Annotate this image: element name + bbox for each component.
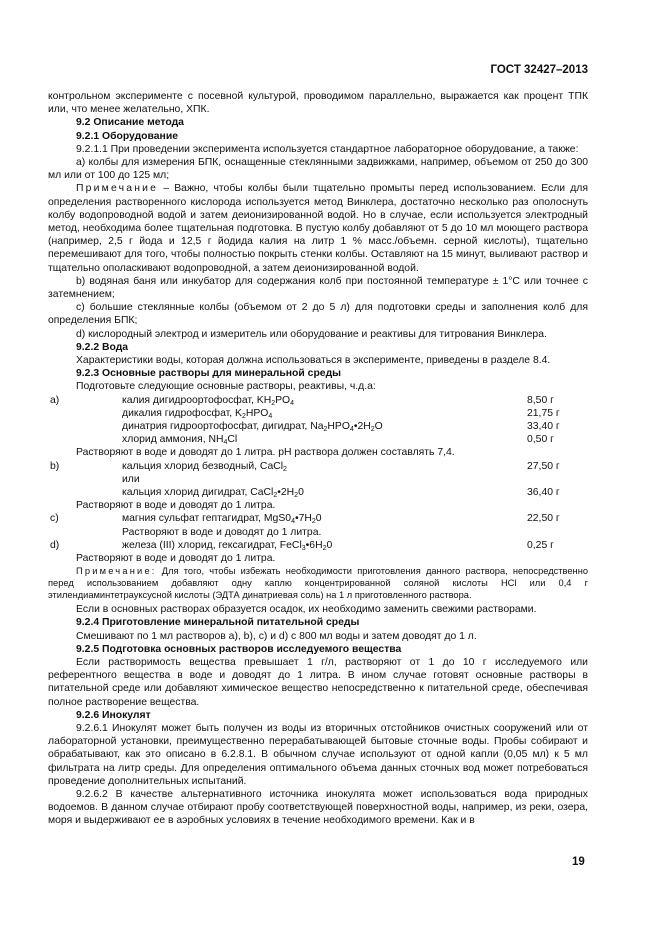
solution-note-a: Растворяют в воде и доводят до 1 литра. pH раствора должен составлять 7,4. (76, 447, 455, 459)
solution-amount: 36,40 г (527, 486, 560, 498)
heading-9-2-1: 9.2.1 Оборудование (76, 130, 178, 142)
solution-amount: 27,50 г (527, 460, 560, 472)
solution-note-b: Растворяют в воде и доводят до 1 литра. (76, 500, 276, 512)
solution-label-d: d) (50, 539, 60, 551)
paragraph-precipitate: Если в основных растворах образуется осадок, их необходимо заменить свежими растворами. (76, 604, 537, 616)
heading-9-2-3: 9.2.3 Основные растворы для минеральной среды (76, 368, 342, 380)
solution-amount: 33,40 г (527, 421, 560, 433)
note-label: Примечание (76, 183, 159, 195)
solution-substance: кальция хлорид безводный, CaCl$_2$ (122, 460, 287, 473)
list-item-c: с) большие стеклянные колбы (объемом от 2 до 5 л) для подготовки среды и заполнения колб для определения БПК; (48, 302, 588, 327)
solution-label-a: а) (50, 394, 60, 406)
note-text: Для того, чтобы избежать необходимости приготовления данного раствора, непосредственно перед использованием добавляют одну каплю концентрированной соляной кислоты HCl или 0,4 г этилендиаминтетрауксусной кислоты (ЭДТА динатриевая соль) на 1 л приготовленного раствора. (48, 566, 588, 601)
heading-9-2-4: 9.2.4 Приготовление минеральной питательной среды (76, 617, 360, 629)
solution-label-b: b) (50, 460, 60, 472)
solution-row-b1 (48, 460, 588, 473)
solution-row-a2 (48, 407, 588, 420)
solution-amount: 0,50 г (527, 434, 554, 446)
solution-amount: 22,50 г (527, 513, 560, 525)
paragraph-9-2-2: Характеристики воды, которая должна использоваться в эксперименте, приведены в разделе 8.4. (76, 355, 551, 367)
solution-note-d: Растворяют в воде и доводят до 1 литра. (76, 552, 276, 564)
solution-amount: 21,75 г (527, 407, 560, 419)
paragraph-9-2-6-1: 9.2.6.1 Инокулят может быть получен из воды из вторичных отстойников очистных сооружений или от лабораторной установки, преимущественно перерабатывающей бытовые сточные воды. Пробы собирают и обрабатывают, как это описано в 6.2.8.1. В обычном случае используют от одной капли (0,05 мл) к 5 мл фильтрата на литр среды. Для определения оптимального объема данных сточных вод может потребоваться проведение дополнительных испытаний. (48, 722, 588, 787)
solution-row-b2 (48, 486, 588, 499)
paragraph-continuation: контрольном эксперименте с посевной культурой, проводимом параллельно, выражается как процент ТПК или, что менее желательно, ХПК. (48, 91, 588, 116)
solution-substance: дикалия гидрофосфат, $K_2HPO_4$ (122, 407, 273, 420)
solution-amount: 0,25 г (527, 539, 554, 551)
heading-9-2-2: 9.2.2 Вода (76, 341, 129, 353)
solution-substance: хлорид аммония, $NH_4Cl$ (122, 434, 238, 447)
solution-row-d1 (48, 539, 588, 552)
solution-substance: кальция хлорид дигидрат, $CaCl_2•2H_20$ (122, 486, 304, 499)
heading-9-2-6: 9.2.6 Инокулят (76, 709, 151, 721)
solution-row-a1 (48, 394, 588, 407)
solution-substance: калия дигидроортофосфат, $KH_2PO_4$ (122, 394, 295, 407)
solution-substance: магния сульфат гептагидрат, $MgS0_4•7H_20$ (122, 513, 322, 526)
solution-label-c: с) (50, 513, 59, 525)
note-equipment (48, 182, 588, 274)
solution-row-b-or: или (122, 473, 140, 485)
paragraph-9-2-5: Если растворимость вещества превышает 1 г/л, растворяют от 1 до 10 г исследуемого или референтного вещества в воде и доводят до 1 литра. В ином случае готовят основные растворы в питательной среде или добавляют химическое вещество непосредственно к питательной среде, обеспечивая полное растворение вещества. (48, 656, 588, 708)
solution-substance: динатрия гидроортофосфат, дигидрат, $Na_2HPO_4•2H_2O$ (122, 421, 383, 434)
list-item-d: d) кислородный электрод и измеритель или оборудование и реактивы для титрования Винклера. (76, 328, 547, 340)
note-text: – Важно, чтобы колбы были тщательно промыты перед использованием. Если для определения растворенного кислорода используется метод Винклера, достаточно несколько раз ополоснуть колбу водопроводной водой и затем деионизированной водой. Но в случае, если используется электродный метод, необходима более тщательная подготовка. В пустую колбу добавляют от 5 до 10 мл моющего раствора (например, 2,5 г йода и 12,5 г йодида калия на литр 1 % масс./объемн. серной кислоты), тщательно перемешивают для того, чтобы полностью покрыть стенки колбы. Оставляют на 15 минут, выливают раствор и тщательно ополаскивают водопроводной, а затем деионизированной водой. (48, 183, 588, 274)
solution-row-c1 (48, 512, 588, 525)
solution-note-c: Растворяют в воде и доводят до 1 литра. (122, 526, 322, 538)
heading-9-2-5: 9.2.5 Подготовка основных растворов исследуемого вещества (76, 643, 402, 655)
note-label: Примечание: (76, 566, 157, 577)
note-hcl (48, 565, 588, 601)
paragraph-9-2-1-1: 9.2.1.1 При проведении эксперимента используется стандартное лабораторное оборудование, а также: (76, 143, 579, 155)
solution-substance: железа (III) хлорид, гексагидрат, $FeCl_3•6H_20$ (122, 539, 333, 552)
solution-amount: 8,50 г (527, 394, 554, 406)
solution-row-a4 (48, 433, 588, 446)
document-body (48, 90, 588, 828)
paragraph-9-2-3-intro: Подготовьте следующие основные растворы, реактивы, ч.д.а: (76, 381, 376, 393)
document-standard-header: ГОСТ 32427–2013 (490, 64, 588, 76)
list-item-a: а) колбы для измерения БПК, оснащенные стеклянными задвижками, например, объемом от 250 до 300 мл или от 100 до 125 мл; (48, 157, 588, 182)
paragraph-9-2-6-2: 9.2.6.2 В качестве альтернативного источника инокулята может использоваться вода природных водоемов. В данном случае отбирают пробу соответствующей поверхностной воды, например, из реки, озера, моря и выдерживают ее в аэробных условиях в течение необходимого времени. Как и в (48, 788, 588, 827)
paragraph-9-2-4: Смешивают по 1 мл растворов а), b), с) и d) с 800 мл воды и затем доводят до 1 л. (76, 630, 477, 642)
list-item-b: b) водяная баня или инкубатор для содержания колб при постоянной температуре ± 1°С или точнее с затемнением; (48, 275, 588, 301)
solution-row-a3 (48, 420, 588, 433)
heading-9-2: 9.2 Описание метода (76, 117, 184, 129)
page-number: 19 (572, 856, 585, 868)
